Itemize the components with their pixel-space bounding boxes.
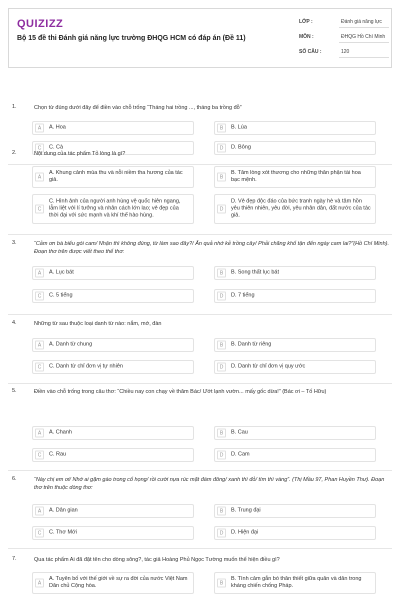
worksheet-meta [299,16,389,61]
option-letter: D [217,205,226,214]
option-text: B. Danh từ riêng [231,341,272,348]
option-letter: A [35,173,44,182]
option-letter: C [35,292,44,301]
option-letter: D [217,451,226,460]
option-letter: C [35,205,44,214]
option-c[interactable] [32,194,194,224]
option-b[interactable] [214,338,376,352]
question-text: Nội dung của tác phẩm Tỏ lòng là gì? [34,151,126,157]
option-text: C. Hình ảnh của người anh hùng vệ quốc hiên ngang, lẫm liệt với lí tưởng và nhân cách lớn lao; vẻ đẹp của thời đại với sức mạnh và khí thế hào hùng. [49,198,181,219]
option-b[interactable] [214,426,376,440]
option-a[interactable] [32,572,194,594]
option-text: B. Lúa [231,124,247,131]
option-a[interactable] [32,166,194,188]
divider [8,164,392,165]
option-text: D. Hiện đại [231,529,259,536]
option-text: B. Cau [231,429,248,436]
option-a[interactable] [32,426,194,440]
option-b[interactable] [214,572,376,594]
option-text: A. Hoa [49,124,66,131]
option-a[interactable] [32,338,194,352]
option-text: B. Tình cảm gắn bó thân thiết giữa quân và dân trong kháng chiến chống Pháp. [231,576,362,589]
option-letter: C [35,529,44,538]
option-b[interactable] [214,166,376,188]
question-text: Chọn từ đúng dưới đây để điền vào chỗ trống “Tháng hai trồng ..., tháng ba trồng đỗ” [34,105,242,111]
meta-value: 120 [341,49,350,55]
question-number: 5. [12,388,17,394]
meta-count [299,46,389,61]
option-letter: D [217,292,226,301]
option-d[interactable] [214,289,376,303]
option-letter: B [217,429,226,438]
question-text: “Cảm ơn bà biếu gói cam/ Nhận thì không đúng, từ làm sao đây?/ Ăn quả nhớ kẻ trồng cây/ Phải chăng khổ tận đến ngày cam lai?”(Hồ Chí Minh). Đoạn thơ trên được viết theo thể thơ: [34,241,389,255]
option-letter: D [217,529,226,538]
divider [8,470,392,471]
meta-subject [299,31,389,46]
option-text: A. Dân gian [49,507,78,514]
option-text: D. 7 tiếng [231,292,255,299]
question-number: 1. [12,104,17,110]
option-d[interactable] [214,448,376,462]
question-number: 4. [12,320,17,326]
option-letter: C [35,144,44,153]
option-text: D. Danh từ chỉ đơn vị quy ước [231,363,306,370]
option-letter: A [35,429,44,438]
option-letter: A [35,341,44,350]
meta-value: Đánh giá năng lực [341,19,382,25]
question-text: Qua tác phẩm Ai đã đặt tên cho dòng sông?, tác giả Hoàng Phủ Ngọc Tường muốn thể hiện điều gì? [34,557,280,563]
option-d[interactable] [214,526,376,540]
option-a[interactable] [32,121,194,135]
question-number: 2. [12,150,17,156]
option-letter: A [35,579,44,588]
option-text: C. Rau [49,451,67,458]
option-letter: C [35,363,44,372]
option-text: D. Cam [231,451,250,458]
quizizz-logo: QUIZIZZ [17,18,64,30]
option-letter: D [217,363,226,372]
option-letter: B [217,269,226,278]
divider [8,234,392,235]
option-b[interactable] [214,504,376,518]
option-letter: B [217,124,226,133]
option-text: C. Danh từ chỉ đơn vị tự nhiên [49,363,123,370]
option-letter: A [35,269,44,278]
option-d[interactable] [214,360,376,374]
option-letter: A [35,507,44,516]
option-text: A. Lục bát [49,269,74,276]
option-letter: A [35,124,44,133]
meta-label: SỐ CÂU : [299,49,322,55]
option-d[interactable] [214,194,376,224]
option-text: C. Cà [49,144,64,151]
option-a[interactable] [32,266,194,280]
option-c[interactable] [32,448,194,462]
option-text: B. Trung đại [231,507,261,514]
question-number: 6. [12,476,17,482]
option-text: C. Thơ Mới [49,529,77,536]
option-text: B. Song thất lục bát [231,269,280,276]
question-number: 3. [12,240,17,246]
option-text: A. Tuyên bố với thế giới về sự ra đời của nước Việt Nam Dân chủ Cộng hòa. [49,576,188,589]
option-c[interactable] [32,360,194,374]
option-text: A. Khung cảnh mùa thu và nỗi niềm tha hương của tác giả. [49,170,183,183]
question-number: 7. [12,556,17,562]
option-text: A. Chanh [49,429,72,436]
question-text: Những từ sau thuộc loại danh từ nào: nắm, mớ, đàn [34,321,162,327]
option-b[interactable] [214,266,376,280]
meta-class [299,16,389,31]
option-letter: B [217,579,226,588]
worksheet-title: Bộ 15 đề thi Đánh giá năng lực trường ĐHQG HCM có đáp án (Đề 11) [17,35,246,42]
option-text: D. Bông [231,144,251,151]
option-letter: D [217,144,226,153]
question-text: “Này chị em ơi/ Nhớ ai gặm gào trong cổ họng/ rồi cười nựa rúc mặt đám đông/ xanh thì đỏ/ tím thì vàng”. (Thị Mầu 97, Phan Huyền Thư). Đoạn thơ trên thuộc dòng thơ: [34,477,385,491]
divider [8,383,392,384]
meta-label: LỚP : [299,19,313,25]
option-c[interactable] [32,526,194,540]
option-letter: C [35,451,44,460]
option-letter: B [217,341,226,350]
option-text: C. 5 tiếng [49,292,73,299]
option-c[interactable] [32,289,194,303]
meta-value: ĐHQG Hồ Chí Minh [341,34,386,40]
question-text: Điền vào chỗ trống trong câu thơ: “Chiều nay con chạy về thăm Bác/ Ướt lạnh vườn... mấy gốc dừa!” (Bác ơi – Tố Hữu) [34,389,327,395]
meta-label: MÔN : [299,34,314,40]
option-text: B. Tâm lòng xót thương cho những thân phận tài hoa bạc mệnh. [231,170,361,183]
option-b[interactable] [214,121,376,135]
divider [8,314,392,315]
option-a[interactable] [32,504,194,518]
option-letter: B [217,173,226,182]
option-letter: B [217,507,226,516]
divider [8,548,392,549]
option-text: A. Danh từ chung [49,341,93,348]
option-text: D. Vẻ đẹp độc đáo của bức tranh ngày hè và tâm hồn yêu thiên nhiên, yêu đời, yêu nhân dân, đất nước của tác giả. [231,198,371,219]
worksheet-header [8,8,392,68]
